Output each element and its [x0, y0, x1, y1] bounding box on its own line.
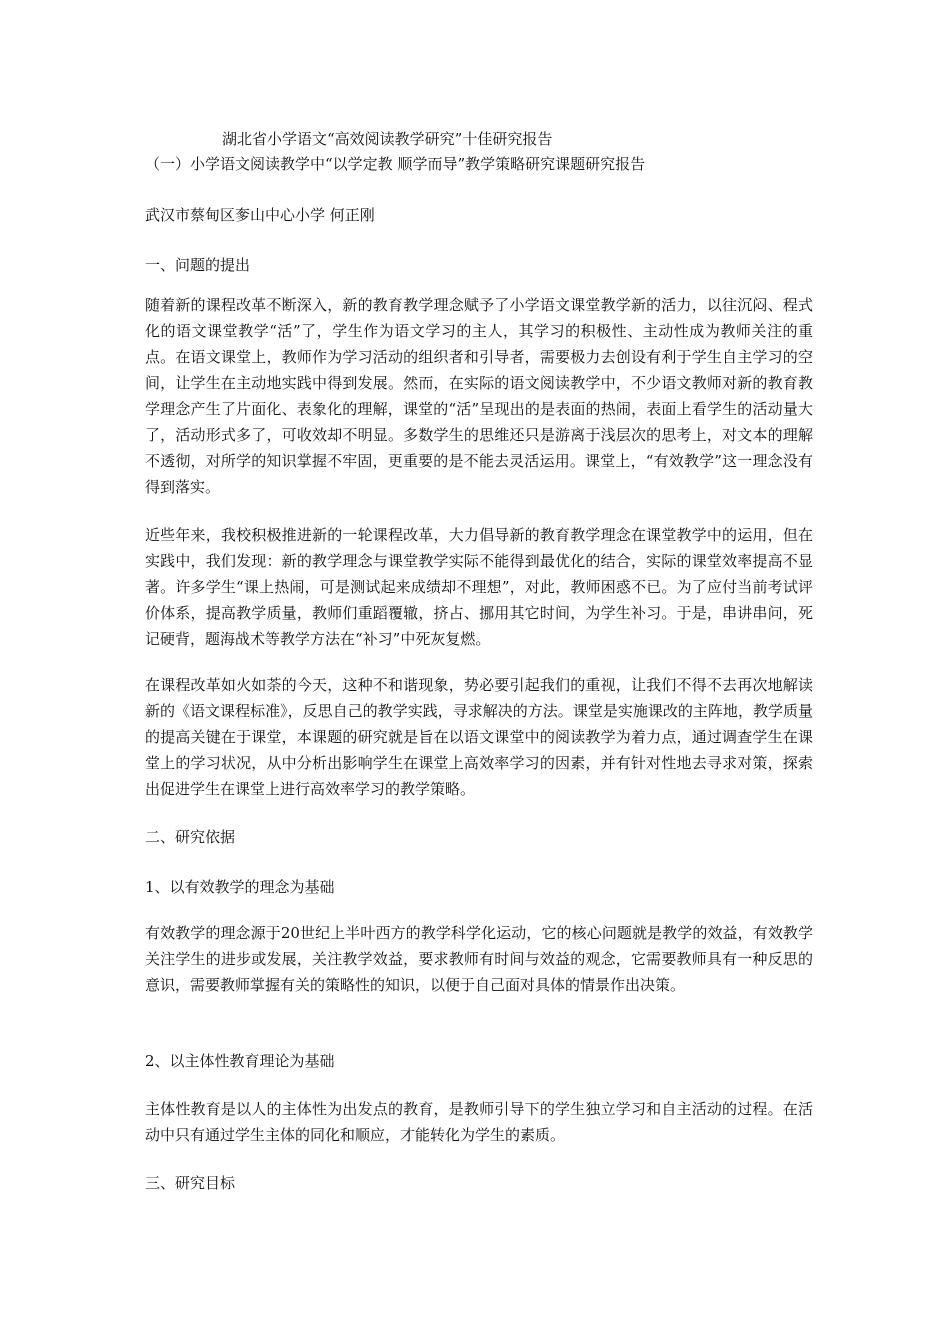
paragraph-subjectivity-education: 主体性教育是以人的主体性为出发点的教育，是教师引导下的学生独立学习和自主活动的过程。在活动中只有通过学生主体的同化和顺应，才能转化为学生的素质。 [145, 1100, 813, 1144]
section-heading-goals: 三、研究目标 [145, 1174, 236, 1192]
report-series-title: 湖北省小学语文“高效阅读教学研究”十佳研究报告 [222, 130, 553, 148]
section-heading-problem: 一、问题的提出 [145, 256, 251, 274]
paragraph-effective-teaching: 有效教学的理念源于20世纪上半叶西方的教学科学化运动，它的核心问题就是教学的效益，有效教学关注学生的进步或发展，关注教学效益，要求教师有时间与效益的观念，它需要教师具有一种反思的意识，需要教师掌握有关的策略性的知识，以便于自己面对具体的情景作出决策。 [145, 924, 813, 994]
author-line: 武汉市蔡甸区奓山中心小学 何正刚 [145, 206, 375, 224]
subheading-subjectivity-education: 2、以主体性教育理论为基础 [145, 1052, 335, 1070]
subheading-effective-teaching: 1、以有效教学的理念为基础 [145, 878, 335, 896]
paragraph-3: 在课程改革如火如荼的今天，这种不和谐现象，势必要引起我们的重视，让我们不得不去再次地解读新的《语文课程标准》，反思自己的教学实践，寻求解决的方法。课堂是实施课改的主阵地，教学质量的提高关键在于课堂，本课题的研究就是旨在以语文课堂中的阅读教学为着力点，通过调查学生在课堂上的学习状况，从中分析出影响学生在课堂上高效率学习的因素，并有针对性地去寻求对策，探索出促进学生在课堂上进行高效率学习的教学策略。 [145, 676, 813, 798]
report-title: （一）小学语文阅读教学中“以学定教 顺学而导”教学策略研究课题研究报告 [145, 155, 646, 173]
paragraph-1: 随着新的课程改革不断深入，新的教育教学理念赋予了小学语文课堂教学新的活力，以往沉闷、程式化的语文课堂教学“活”了，学生作为语文学习的主人，其学习的积极性、主动性成为教师关注的重点。在语文课堂上，教师作为学习活动的组织者和引导者，需要极力去创设有利于学生自主学习的空间，让学生在主动地实践中得到发展。然而，在实际的语文阅读教学中，不少语文教师对新的教育教学理念产生了片面化、表象化的理解，课堂的“活”呈现出的是表面的热闹，表面上看学生的活动量大了，活动形式多了，可收效却不明显。多数学生的思维还只是游离于浅层次的思考上，对文本的理解不透彻，对所学的知识掌握不牢固，更重要的是不能去灵活运用。课堂上，“有效教学”这一理念没有得到落实。 [145, 296, 813, 496]
section-heading-basis: 二、研究依据 [145, 828, 236, 846]
paragraph-2: 近些年来，我校积极推进新的一轮课程改革，大力倡导新的教育教学理念在课堂教学中的运用，但在实践中，我们发现：新的教学理念与课堂教学实际不能得到最优化的结合，实际的课堂效率提高不显著。许多学生“课上热闹，可是测试起来成绩却不理想”，对此，教师困惑不已。为了应付当前考试评价体系，提高教学质量，教师们重蹈覆辙，挤占、挪用其它时间，为学生补习。于是，串讲串问，死记硬背，题海战术等教学方法在“补习”中死灰复燃。 [145, 526, 813, 648]
